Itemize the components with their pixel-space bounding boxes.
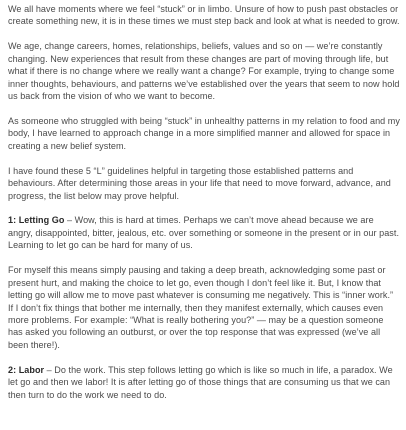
step-labor-heading: 2: Labor [8, 364, 45, 375]
article-body [8, 3, 400, 414]
step-letting-go-body: – Wow, this is hard at times. Perhaps we can’t move ahead because we are angry, disappointed, bitter, jealous, etc. over something or someone in the present or in our past. Learning to let go can be hard for many of us. [8, 215, 400, 251]
step-labor-body: – Do the work. This step follows letting go which is like so much in life, a paradox. We let go and then we labor! It is after letting go of those things that are consuming us that we can then turn to do the work we need to do. [8, 364, 393, 400]
step-letting-go-heading: 1: Letting Go [8, 215, 65, 226]
personal-story-paragraph: As someone who struggled with being “stuck” in unhealthy patterns in my relation to food and my body, I have learned to approach change in a more simplified manner and allowed for space in creating a new belief system. [8, 115, 400, 151]
change-paragraph: We age, change careers, homes, relationships, beliefs, values and so on — we’re constantly changing. New experiences that result from these changes are part of moving through life, but what if there is no change where we really want a change? For example, trying to change some inner thoughts, behaviours, and patterns we’ve established over the years that seem to now hold us back from the vision of who we want to become. [8, 41, 400, 102]
letting-go-detail-paragraph: For myself this means simply pausing and taking a deep breath, acknowledging some past or present hurt, and making the choice to let go, even though I don’t feel like it. But, I know that letting go will allow me to move past whatever is consuming me negatively. This is “inner work.” If I don’t fix things that bother me internally, then they manifest externally, which causes even more problems. For example: “What is really bothering you?” — may be a question someone has asked you following an outburst, or over the top response that was expressed (we’ve all been there!). [8, 265, 394, 350]
guidelines-intro-paragraph: I have found these 5 “L” guidelines helpful in targeting those established patterns and behaviours. After determining those areas in your life that need to move forward, advance, and progress, the list below may prove helpful. [8, 165, 391, 201]
step-labor [8, 364, 400, 401]
intro-paragraph: We all have moments where we feel “stuck” or in limbo. Unsure of how to push past obstacles or create something new, it is in these times we must step back and look at what is needed to grow. [8, 4, 400, 27]
step-letting-go [8, 214, 400, 251]
